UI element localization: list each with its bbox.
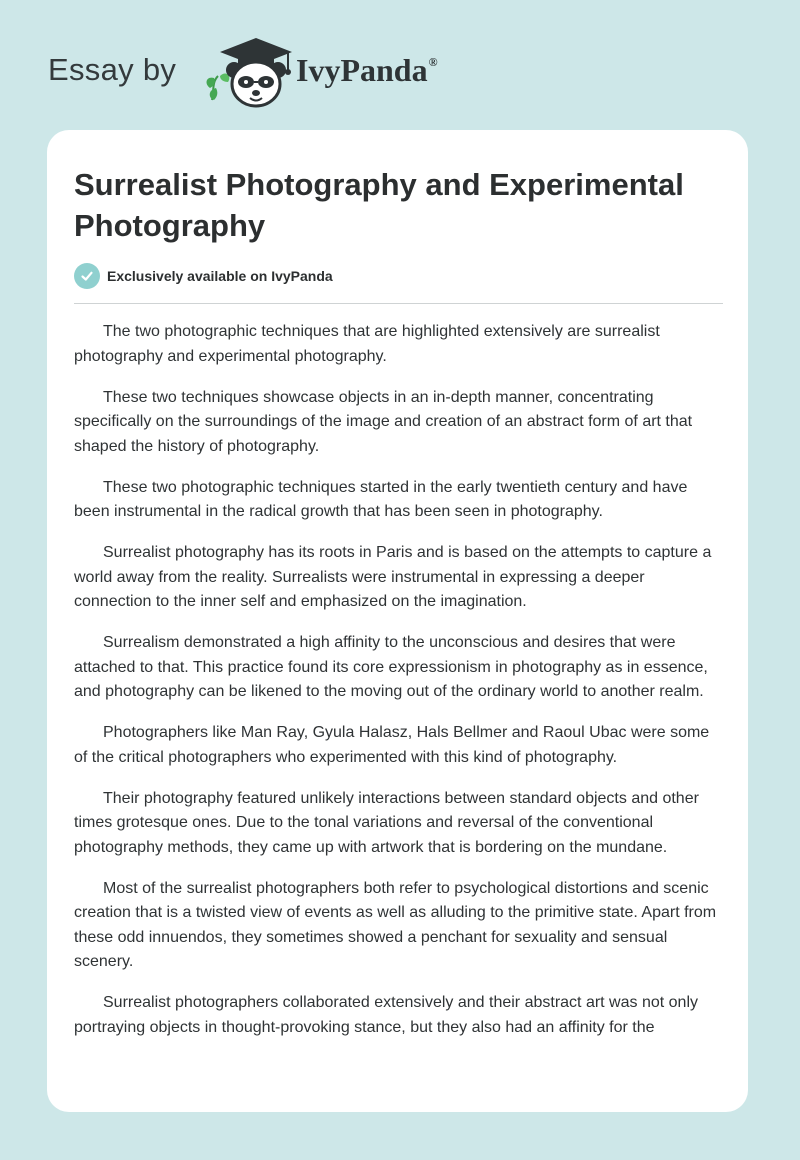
- essay-body: [74, 320, 726, 1057]
- panda-graduate-icon: [200, 30, 298, 110]
- paragraph: Surrealist photographers collaborated extensively and their abstract art was not only portraying objects in thought-provoking stance, but they also had an affinity for the: [74, 994, 698, 1036]
- exclusive-badge-label: Exclusively available on IvyPanda: [107, 268, 333, 284]
- essay-title: Surrealist Photography and Experimental Photography: [74, 167, 684, 243]
- essay-by-label: Essay by: [48, 52, 177, 87]
- trademark-symbol: ®: [428, 55, 438, 69]
- essay-card: [47, 130, 748, 1112]
- paragraph: Their photography featured unlikely interactions between standard objects and other times grotesque ones. Due to the tonal variations and reversal of the conventional photography methods, they came up with artwork that is bordering on the mundane.: [74, 789, 699, 856]
- site-header: [48, 30, 548, 110]
- exclusive-badge: [74, 263, 333, 289]
- paragraph: Most of the surrealist photographers both refer to psychological distortions and scenic creation that is a twisted view of events as well as alluding to the primitive state. Apart from these odd innuendos, they sometimes showed a penchant for sexuality and sensual scenery.: [74, 879, 717, 970]
- paragraph: These two techniques showcase objects in an in-depth manner, concentrating specifically on the surroundings of the image and creation of an abstract form of art that shaped the history of photography.: [74, 388, 693, 455]
- title-divider: [74, 303, 723, 304]
- brand-name[interactable]: IvyPanda®: [296, 52, 438, 88]
- checkmark-icon: [74, 263, 100, 289]
- paragraph: Surrealism demonstrated a high affinity to the unconscious and desires that were attached to that. This practice found its core expressionism in photography as in essence, and photography can be likened to the moving out of the ordinary world to another realm.: [74, 634, 708, 700]
- paragraph: The two photographic techniques that are highlighted extensively are surrealist photography and experimental photography.: [74, 323, 660, 365]
- paragraph: These two photographic techniques started in the early twentieth century and have been instrumental in the radical growth that has been seen in photography.: [74, 478, 688, 520]
- paragraph: Photographers like Man Ray, Gyula Halasz, Hals Bellmer and Raoul Ubac were some of the critical photographers who experimented with this kind of photography.: [74, 724, 710, 766]
- paragraph: Surrealist photography has its roots in Paris and is based on the attempts to capture a world away from the reality. Surrealists were instrumental in expressing a deeper connection to the inner self and emphasized on the imagination.: [74, 544, 712, 610]
